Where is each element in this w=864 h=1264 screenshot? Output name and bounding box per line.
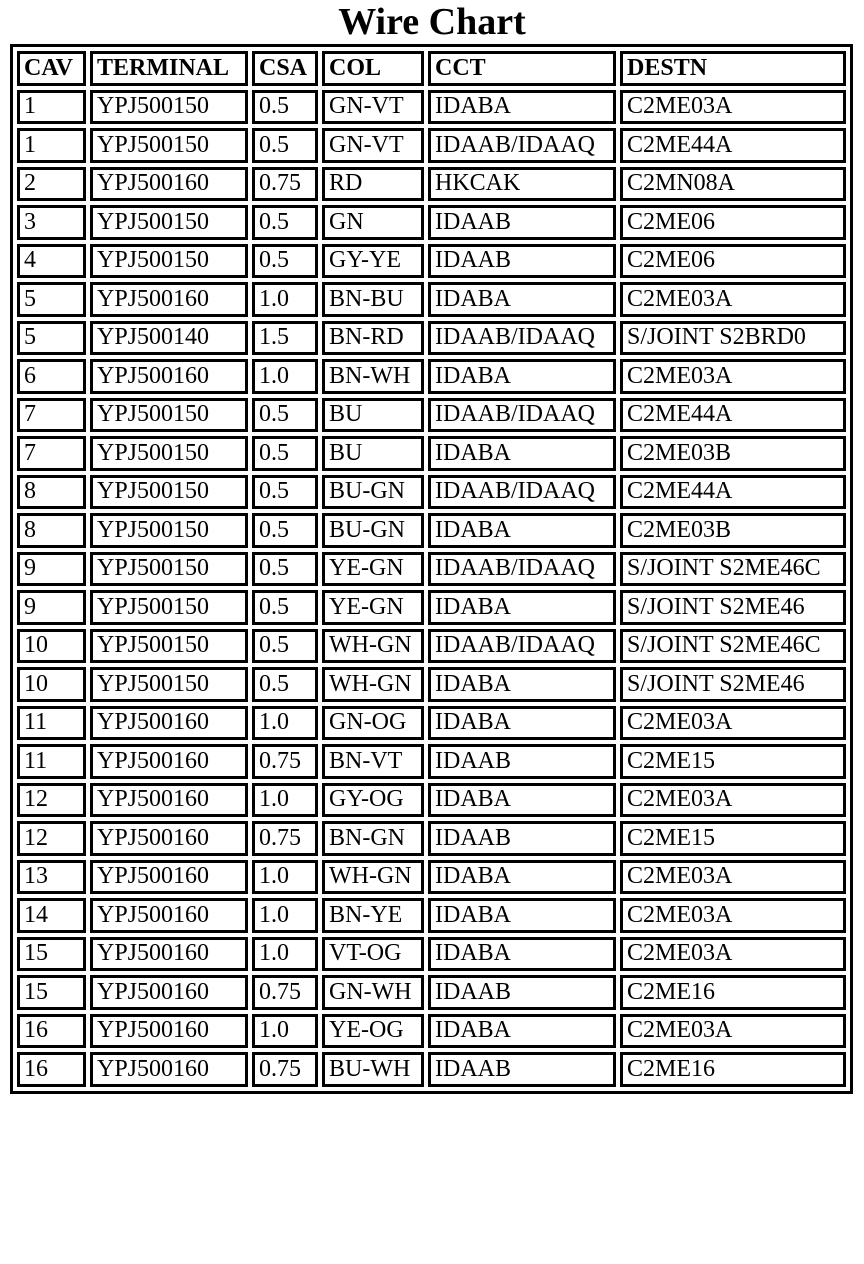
table-row [17, 167, 846, 202]
cell-destn: C2ME03A [620, 860, 846, 895]
cell-cav: 15 [17, 937, 86, 972]
cell-cav: 16 [17, 1014, 86, 1049]
cell-cct: IDAAB [428, 205, 616, 240]
cell-terminal: YPJ500150 [90, 590, 248, 625]
cell-cav: 12 [17, 783, 86, 818]
cell-cct: IDABA [428, 90, 616, 125]
table-row [17, 436, 846, 471]
cell-col: BU-GN [322, 475, 424, 510]
cell-csa: 1.0 [252, 282, 318, 317]
cell-terminal: YPJ500150 [90, 128, 248, 163]
cell-col: WH-GN [322, 629, 424, 664]
cell-col: YE-OG [322, 1014, 424, 1049]
cell-csa: 0.75 [252, 167, 318, 202]
cell-col: BN-WH [322, 359, 424, 394]
cell-col: BN-GN [322, 821, 424, 856]
cell-terminal: YPJ500160 [90, 898, 248, 933]
cell-terminal: YPJ500160 [90, 783, 248, 818]
cell-destn: C2ME03A [620, 90, 846, 125]
cell-destn: S/JOINT S2ME46 [620, 667, 846, 702]
cell-destn: C2ME03B [620, 513, 846, 548]
cell-destn: C2ME03B [620, 436, 846, 471]
cell-cct: IDAAB [428, 244, 616, 279]
table-row [17, 744, 846, 779]
cell-terminal: YPJ500160 [90, 167, 248, 202]
table-row [17, 475, 846, 510]
cell-terminal: YPJ500160 [90, 860, 248, 895]
cell-col: BN-BU [322, 282, 424, 317]
cell-cav: 1 [17, 90, 86, 125]
cell-col: GN [322, 205, 424, 240]
cell-csa: 0.5 [252, 436, 318, 471]
cell-terminal: YPJ500150 [90, 513, 248, 548]
cell-csa: 1.0 [252, 898, 318, 933]
cell-csa: 0.5 [252, 205, 318, 240]
table-row [17, 321, 846, 356]
cell-col: YE-GN [322, 590, 424, 625]
table-row [17, 860, 846, 895]
cell-cav: 3 [17, 205, 86, 240]
cell-csa: 1.0 [252, 706, 318, 741]
cell-cav: 5 [17, 282, 86, 317]
cell-destn: S/JOINT S2ME46 [620, 590, 846, 625]
cell-destn: C2MN08A [620, 167, 846, 202]
wire-chart-container [10, 44, 853, 1094]
table-row [17, 282, 846, 317]
header-col: COL [322, 51, 424, 86]
cell-destn: C2ME44A [620, 128, 846, 163]
cell-cav: 4 [17, 244, 86, 279]
cell-cct: IDABA [428, 783, 616, 818]
cell-cav: 15 [17, 975, 86, 1010]
cell-cav: 2 [17, 167, 86, 202]
cell-cct: IDAAB/IDAAQ [428, 128, 616, 163]
cell-terminal: YPJ500150 [90, 667, 248, 702]
cell-cav: 9 [17, 552, 86, 587]
cell-csa: 0.5 [252, 128, 318, 163]
cell-csa: 1.0 [252, 783, 318, 818]
cell-cct: IDABA [428, 282, 616, 317]
cell-destn: C2ME03A [620, 1014, 846, 1049]
cell-destn: C2ME15 [620, 821, 846, 856]
cell-csa: 1.0 [252, 359, 318, 394]
table-row [17, 821, 846, 856]
cell-cct: IDABA [428, 359, 616, 394]
table-row [17, 937, 846, 972]
cell-cav: 16 [17, 1052, 86, 1087]
table-row [17, 552, 846, 587]
cell-cct: IDABA [428, 1014, 616, 1049]
cell-terminal: YPJ500160 [90, 359, 248, 394]
table-row [17, 398, 846, 433]
cell-col: BU-GN [322, 513, 424, 548]
header-csa: CSA [252, 51, 318, 86]
cell-col: RD [322, 167, 424, 202]
header-row [17, 51, 846, 86]
cell-destn: C2ME03A [620, 937, 846, 972]
cell-csa: 1.0 [252, 860, 318, 895]
table-row [17, 128, 846, 163]
cell-csa: 0.75 [252, 744, 318, 779]
cell-destn: C2ME03A [620, 706, 846, 741]
cell-cav: 9 [17, 590, 86, 625]
cell-terminal: YPJ500150 [90, 398, 248, 433]
cell-cct: IDABA [428, 436, 616, 471]
cell-cav: 5 [17, 321, 86, 356]
cell-cav: 11 [17, 706, 86, 741]
cell-destn: C2ME15 [620, 744, 846, 779]
table-row [17, 590, 846, 625]
cell-csa: 0.75 [252, 975, 318, 1010]
cell-cct: IDABA [428, 706, 616, 741]
table-row [17, 359, 846, 394]
cell-cct: IDABA [428, 513, 616, 548]
cell-col: BN-VT [322, 744, 424, 779]
cell-cct: IDAAB/IDAAQ [428, 552, 616, 587]
cell-col: WH-GN [322, 667, 424, 702]
cell-csa: 0.5 [252, 90, 318, 125]
cell-cav: 7 [17, 398, 86, 433]
cell-csa: 0.5 [252, 552, 318, 587]
cell-destn: S/JOINT S2BRD0 [620, 321, 846, 356]
cell-cct: IDAAB [428, 744, 616, 779]
cell-cav: 6 [17, 359, 86, 394]
cell-col: WH-GN [322, 860, 424, 895]
cell-csa: 1.5 [252, 321, 318, 356]
cell-destn: C2ME44A [620, 475, 846, 510]
table-row [17, 898, 846, 933]
table-row [17, 706, 846, 741]
header-terminal: TERMINAL [90, 51, 248, 86]
cell-cav: 10 [17, 629, 86, 664]
table-row [17, 1052, 846, 1087]
cell-destn: S/JOINT S2ME46C [620, 552, 846, 587]
cell-cct: IDABA [428, 937, 616, 972]
wire-chart-table [10, 44, 853, 1094]
cell-cav: 8 [17, 513, 86, 548]
cell-csa: 0.75 [252, 821, 318, 856]
cell-cav: 13 [17, 860, 86, 895]
cell-col: BN-RD [322, 321, 424, 356]
cell-destn: C2ME03A [620, 783, 846, 818]
cell-cct: IDAAB/IDAAQ [428, 475, 616, 510]
table-row [17, 513, 846, 548]
table-row [17, 975, 846, 1010]
table-header [17, 51, 846, 86]
cell-cct: IDAAB/IDAAQ [428, 629, 616, 664]
header-cct: CCT [428, 51, 616, 86]
cell-cav: 1 [17, 128, 86, 163]
cell-destn: S/JOINT S2ME46C [620, 629, 846, 664]
cell-col: BU-WH [322, 1052, 424, 1087]
cell-col: BN-YE [322, 898, 424, 933]
page-title: Wire Chart [338, 1, 526, 43]
cell-terminal: YPJ500150 [90, 205, 248, 240]
cell-terminal: YPJ500150 [90, 244, 248, 279]
cell-destn: C2ME03A [620, 282, 846, 317]
cell-cct: IDAAB/IDAAQ [428, 398, 616, 433]
cell-terminal: YPJ500160 [90, 975, 248, 1010]
cell-csa: 0.5 [252, 590, 318, 625]
table-body [17, 90, 846, 1087]
cell-csa: 0.5 [252, 244, 318, 279]
cell-cct: IDAAB/IDAAQ [428, 321, 616, 356]
cell-cav: 14 [17, 898, 86, 933]
cell-cav: 10 [17, 667, 86, 702]
cell-col: GY-OG [322, 783, 424, 818]
cell-destn: C2ME44A [620, 398, 846, 433]
cell-terminal: YPJ500160 [90, 282, 248, 317]
cell-col: GN-VT [322, 90, 424, 125]
cell-cav: 7 [17, 436, 86, 471]
cell-cct: IDABA [428, 898, 616, 933]
cell-cct: HKCAK [428, 167, 616, 202]
table-row [17, 667, 846, 702]
cell-destn: C2ME16 [620, 1052, 846, 1087]
cell-col: VT-OG [322, 937, 424, 972]
cell-csa: 0.5 [252, 667, 318, 702]
cell-csa: 0.5 [252, 398, 318, 433]
table-row [17, 90, 846, 125]
cell-col: GN-OG [322, 706, 424, 741]
cell-cct: IDAAB [428, 975, 616, 1010]
table-row [17, 629, 846, 664]
header-destn: DESTN [620, 51, 846, 86]
cell-csa: 0.5 [252, 475, 318, 510]
cell-terminal: YPJ500160 [90, 821, 248, 856]
cell-col: YE-GN [322, 552, 424, 587]
cell-col: GN-WH [322, 975, 424, 1010]
cell-col: GN-VT [322, 128, 424, 163]
table-row [17, 244, 846, 279]
cell-csa: 1.0 [252, 937, 318, 972]
cell-cct: IDAAB [428, 1052, 616, 1087]
cell-cct: IDABA [428, 667, 616, 702]
cell-csa: 0.75 [252, 1052, 318, 1087]
cell-destn: C2ME06 [620, 205, 846, 240]
cell-cct: IDAAB [428, 821, 616, 856]
cell-col: BU [322, 398, 424, 433]
cell-terminal: YPJ500150 [90, 552, 248, 587]
cell-destn: C2ME16 [620, 975, 846, 1010]
table-row [17, 1014, 846, 1049]
cell-cct: IDABA [428, 590, 616, 625]
header-cav: CAV [17, 51, 86, 86]
cell-terminal: YPJ500160 [90, 1014, 248, 1049]
cell-col: BU [322, 436, 424, 471]
cell-terminal: YPJ500150 [90, 629, 248, 664]
cell-terminal: YPJ500160 [90, 744, 248, 779]
cell-terminal: YPJ500150 [90, 436, 248, 471]
cell-terminal: YPJ500140 [90, 321, 248, 356]
table-row [17, 205, 846, 240]
cell-destn: C2ME06 [620, 244, 846, 279]
cell-csa: 0.5 [252, 513, 318, 548]
table-row [17, 783, 846, 818]
cell-csa: 0.5 [252, 629, 318, 664]
cell-terminal: YPJ500160 [90, 1052, 248, 1087]
cell-cav: 11 [17, 744, 86, 779]
cell-destn: C2ME03A [620, 359, 846, 394]
cell-terminal: YPJ500150 [90, 475, 248, 510]
cell-csa: 1.0 [252, 1014, 318, 1049]
cell-destn: C2ME03A [620, 898, 846, 933]
cell-cct: IDABA [428, 860, 616, 895]
cell-cav: 12 [17, 821, 86, 856]
cell-terminal: YPJ500160 [90, 706, 248, 741]
cell-col: GY-YE [322, 244, 424, 279]
cell-cav: 8 [17, 475, 86, 510]
cell-terminal: YPJ500150 [90, 90, 248, 125]
cell-terminal: YPJ500160 [90, 937, 248, 972]
